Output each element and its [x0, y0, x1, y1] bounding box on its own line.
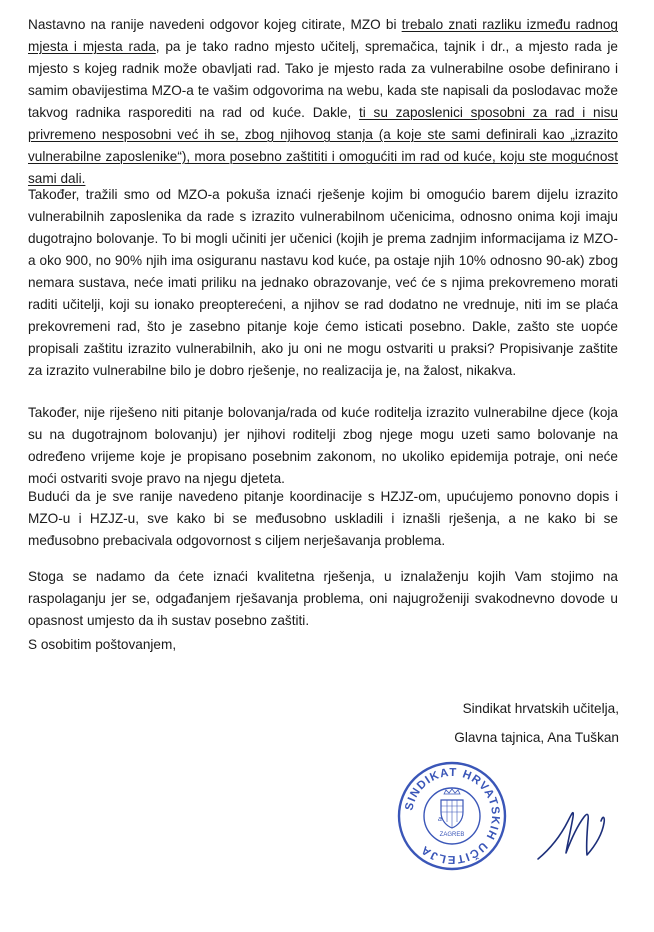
paragraph-4: Budući da je sve ranije navedeno pitanje koordinacije s HZJZ-om, upućujemo ponovno dopis i MZO-u i HZJZ-u, sve kako bi se međusobno uskladili i iznašli rješenja, a ne kako bi se međusobno prebacivala odgovornost s ciljem nerješavanja problema. — [28, 489, 618, 548]
handwritten-signature-icon — [532, 795, 612, 875]
stamp-text: SINDIKAT HRVATSKIH UČITELJA — [403, 766, 502, 866]
paragraph-2: Također, tražili smo od MZO-a pokuša iznaći rješenje kojim bi omogućio barem dijelu izrazito vulnerabilnih zaposlenika da rade s izrazito vulnerabilnom učenicima, odnosno onima koji imaju dugotrajno bolovanje. To bi mogli učiniti jer učenici (kojih je prema zadnjim informacijama iz MZO-a oko 900, no 90% njih ima osiguranu nastavu kod kuće, pa ostaje njih 10% odnosno 90-ak) zbog nemara sustava, neće imati priliku na jednako obrazovanje, već će s njima prekovremeno morati raditi učitelji, koji su ionako preopterećeni, a njihov se rad dodatno ne vrednuje, niti im se plaća prekovremeni rad, što je zasebno pitanje koje ćemo isticati posebno. Dakle, zašto ste uopće propisali zaštitu izrazito vulnerabilnih, ako ju oni ne mogu ostvariti u praksi? Propisivanje zaštite za izrazito vulnerabilne bilo je dobro rješenje, no realizacija je, na žalost, nikakva. — [28, 187, 618, 378]
paragraph-1-body: , pa je tako radno mjesto učitelj, spremačica, tajnik i dr., a mjesto rada je mjesto s kojeg radnik može obavljati rad. Tako je mjesto rada za vulnerabilne osobe definirano i samim obavijestima MZO-a te vašim odgovorima na webu, kada ste napisali da poslodavac može takvog radnika rasporediti na rad od kuće. Dakle, — [28, 39, 618, 120]
paragraph-5: Stoga se nadamo da ćete iznaći kvalitetna rješenja, u iznalaženju kojih Vam stojimo na raspolaganju jer se, odgađanjem rješavanja problema, oni najugroženiji svakodnevno dovode u opasnost umjesto da ih sustav posebno zaštiti. — [28, 569, 618, 628]
official-stamp-icon — [396, 760, 508, 872]
signature-organization: Sindikat hrvatskih učitelja, — [462, 701, 619, 716]
paragraph-1-underlined-1: trebalo znati razliku između radnog mjesta i mjesta rada — [28, 17, 618, 54]
stamp-city: ZAGREB — [439, 832, 465, 838]
svg-text:a: a — [438, 816, 442, 823]
paragraph-3: Također, nije riješeno niti pitanje bolovanja/rada od kuće roditelja izrazito vulnerabilne djece (koja su na dugotrajnom bolovanju) jer njihovi roditelji zbog njege mogu uzeti samo bolovanje na određeno vrijeme koje je propisano posebnim zakonom, no ukoliko epidemija potraje, oni neće moći ostvariti svoje pravo na njegu djeteta. — [28, 405, 618, 486]
paragraph-1 — [28, 14, 618, 190]
paragraph-1-intro: Nastavno na ranije navedeni odgovor kojeg citirate, MZO bi — [28, 17, 402, 32]
signature-role: Glavna tajnica, Ana Tuškan — [454, 730, 619, 745]
closing-salutation: S osobitim poštovanjem, — [28, 637, 177, 652]
paragraph-1-underlined-2: ti su zaposlenici sposobni za rad i nisu privremeno nesposobni već ih se, zbog njihovog stanja (a koje ste sami definirali kao „izrazito vulnerabilne zaposlenike“), mora posebno zaštititi i omogućiti im rad od kuće, koju ste mogućnost sami dali. — [28, 105, 618, 186]
